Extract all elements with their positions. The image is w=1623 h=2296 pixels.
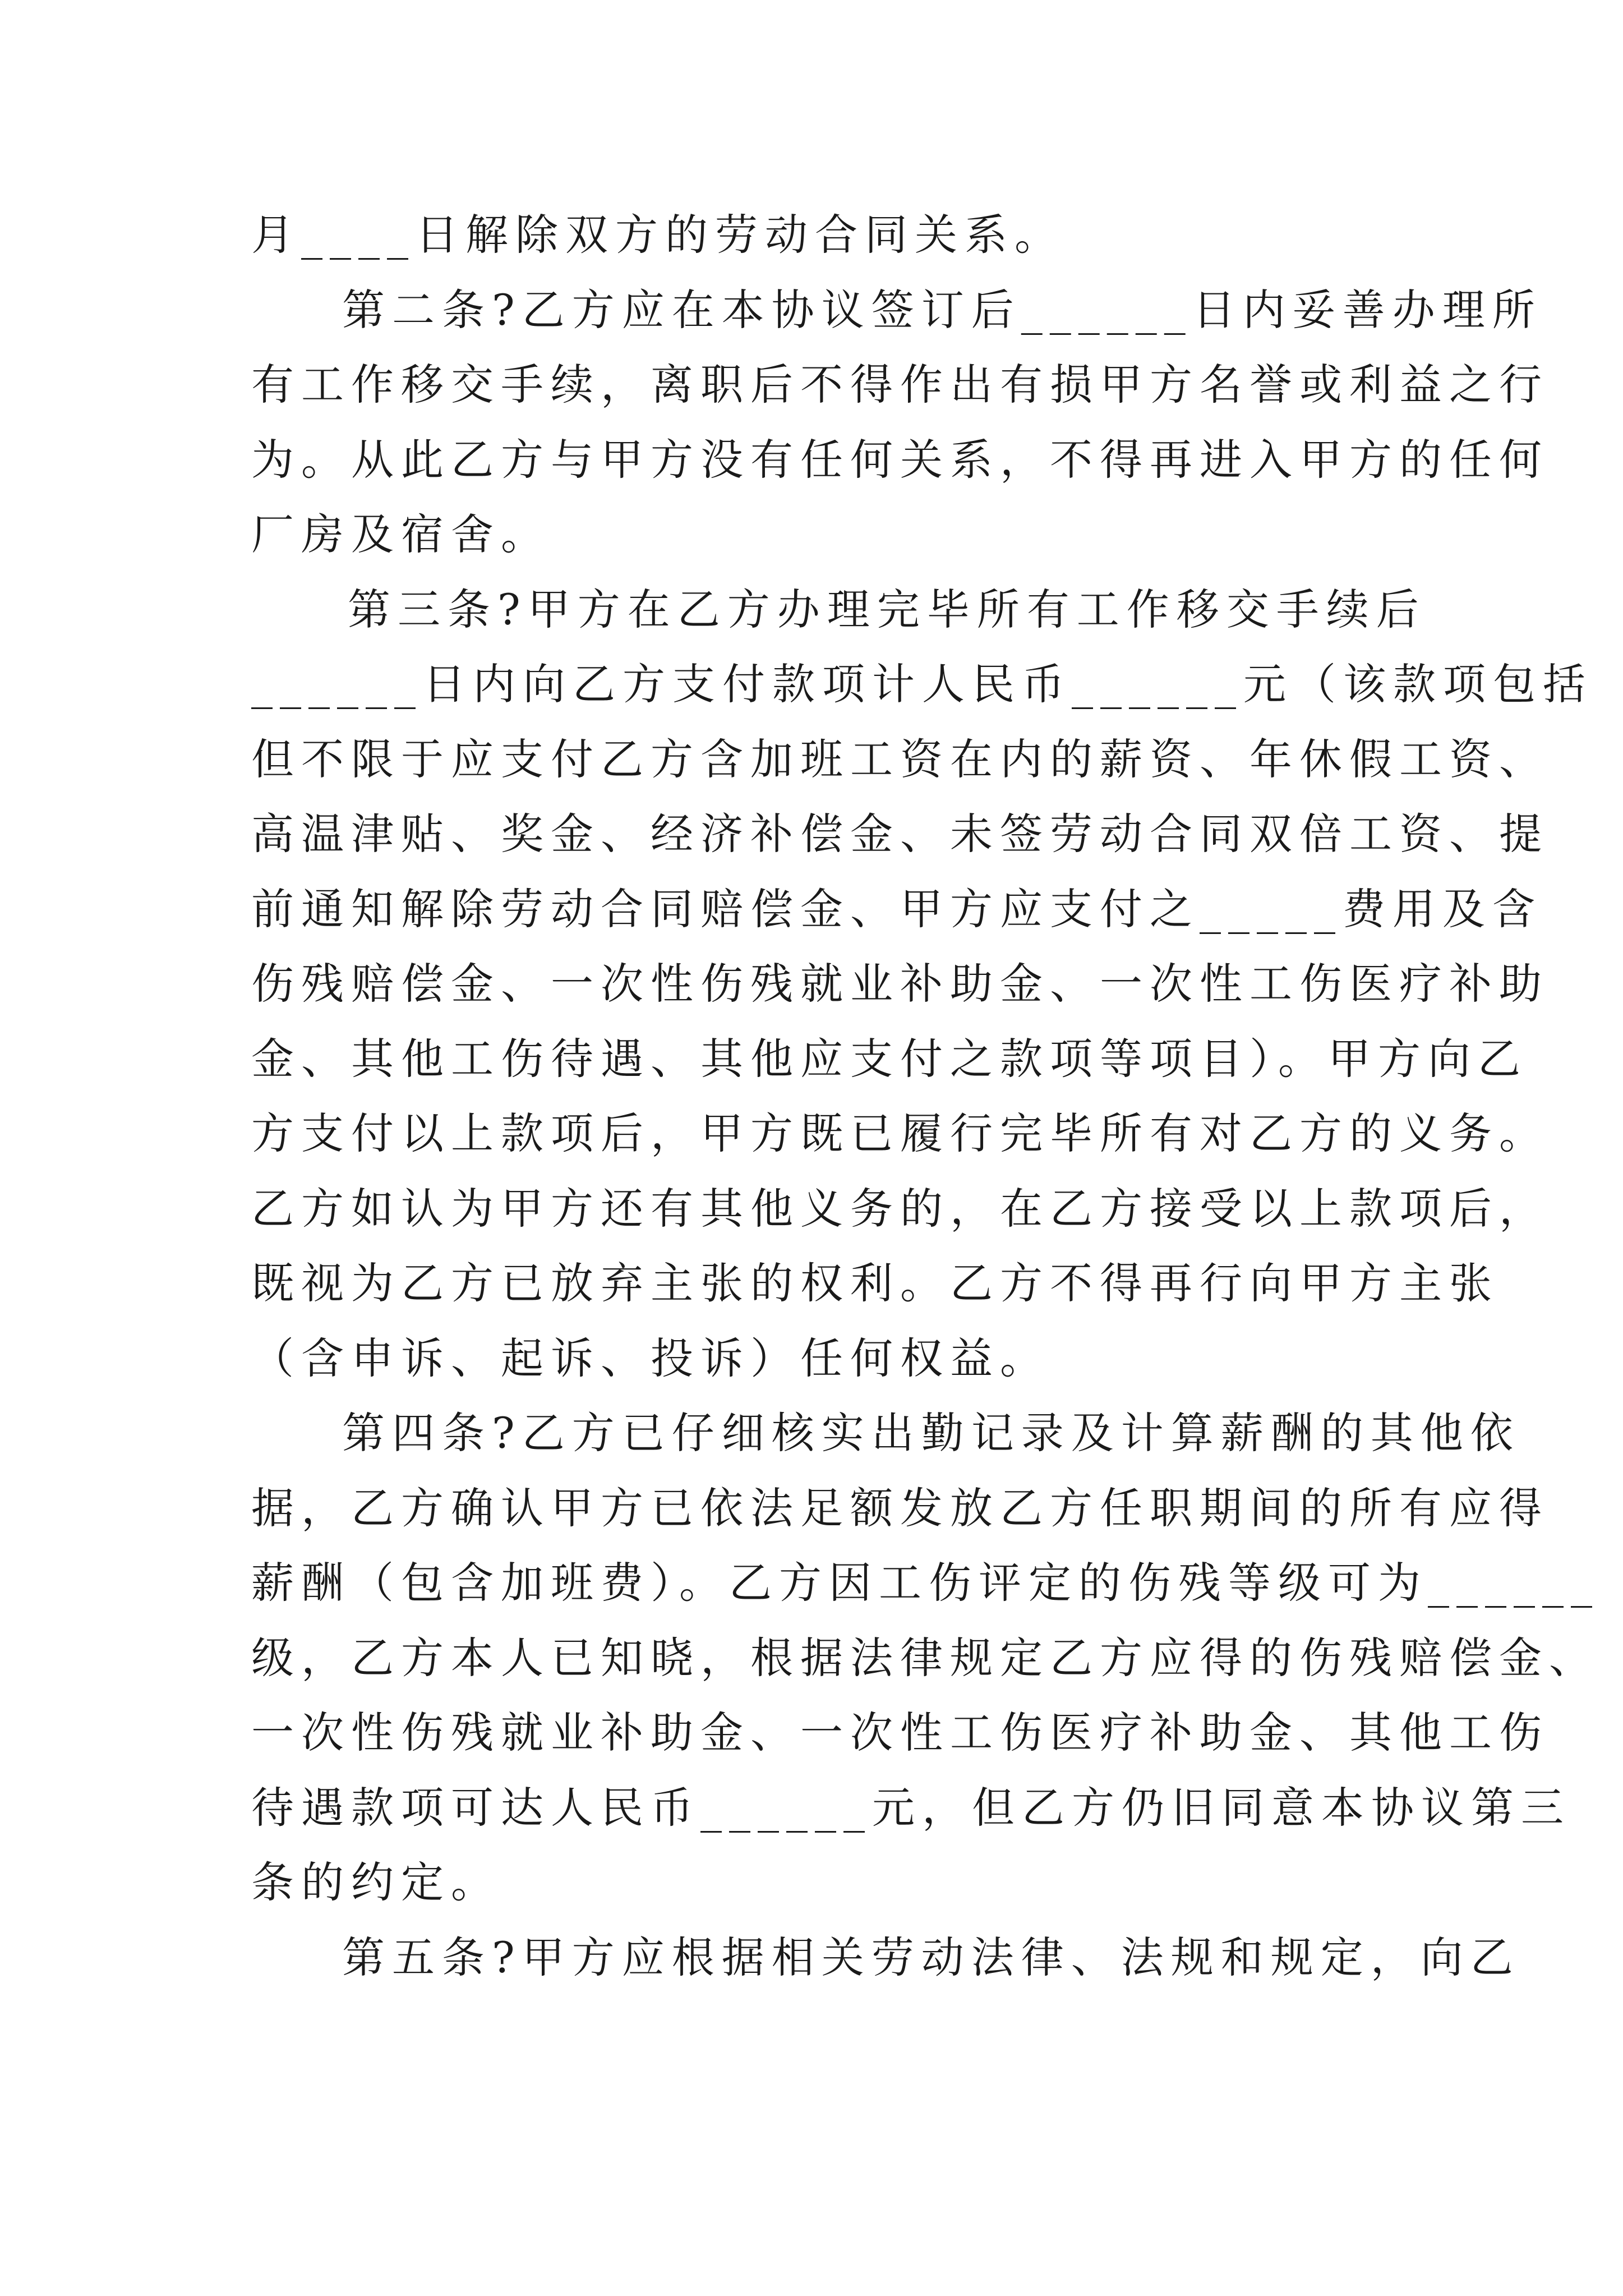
text-line: 方支付以上款项后，甲方既已履行完毕所有对乙方的义务。 [251,1108,1549,1158]
agreement-body [251,197,1599,1995]
text-line: 金、其他工伤待遇、其他应支付之款项等项目）。甲方向乙 [251,1033,1528,1084]
paragraph-continuation [251,197,1378,273]
text-line: 第五条?甲方应根据相关劳动法律、法规和规定，向乙 [342,1932,1520,1982]
text-line: 月____日解除双方的劳动合同关系。 [251,210,1064,260]
text-line: 前通知解除劳动合同赔偿金、甲方应支付之_____费用及含 [251,884,1542,934]
text-line: 高温津贴、奖金、经济补偿金、未签劳动合同双倍工资、提 [251,809,1549,859]
text-line: 待遇款项可达人民币______元，但乙方仍旧同意本协议第三 [251,1782,1571,1833]
paragraph-article-5 [251,1920,1520,1995]
text-line: 第三条?甲方在乙方办理完毕所有工作移交手续后 [348,584,1426,634]
paragraph-article-4 [251,1396,1599,1920]
text-line: 一次性伤残就业补助金、一次性工伤医疗补助金、其他工伤 [251,1708,1549,1757]
text-line: 薪酬（包含加班费）。乙方因工伤评定的伤残等级可为______ [251,1558,1599,1608]
text-line: 乙方如认为甲方还有其他义务的，在乙方接受以上款项后， [251,1183,1549,1234]
text-line: ______日内向乙方支付款项计人民币______元（该款项包括 [251,659,1593,709]
text-line: 伤残赔偿金、一次性伤残就业补助金、一次性工伤医疗补助 [251,959,1549,1009]
text-line: 为。从此乙方与甲方没有任何关系，不得再进入甲方的任何 [251,434,1549,485]
text-line: 第四条?乙方已仔细核实出勤记录及计算薪酬的其他依 [342,1408,1520,1458]
text-line: 有工作移交手续，离职后不得作出有损甲方名誉或利益之行 [251,360,1549,409]
text-line: 第二条?乙方应在本协议签订后______日内妥善办理所 [342,284,1542,335]
text-line: 据，乙方确认甲方已依法足额发放乙方任职期间的所有应得 [251,1483,1549,1533]
text-line: 既视为乙方已放弃主张的权利。乙方不得再行向甲方主张 [251,1258,1499,1308]
text-line: （含申诉、起诉、投诉）任何权益。 [251,1333,1050,1383]
paragraph-article-2 [251,273,1549,572]
paragraph-article-3 [251,572,1593,1396]
text-line: 条的约定。 [251,1857,501,1907]
text-line: 级，乙方本人已知晓，根据法律规定乙方应得的伤残赔偿金、 [251,1632,1599,1683]
text-line: 厂房及宿舍。 [251,509,551,559]
text-line: 但不限于应支付乙方含加班工资在内的薪资、年休假工资、 [251,734,1549,784]
